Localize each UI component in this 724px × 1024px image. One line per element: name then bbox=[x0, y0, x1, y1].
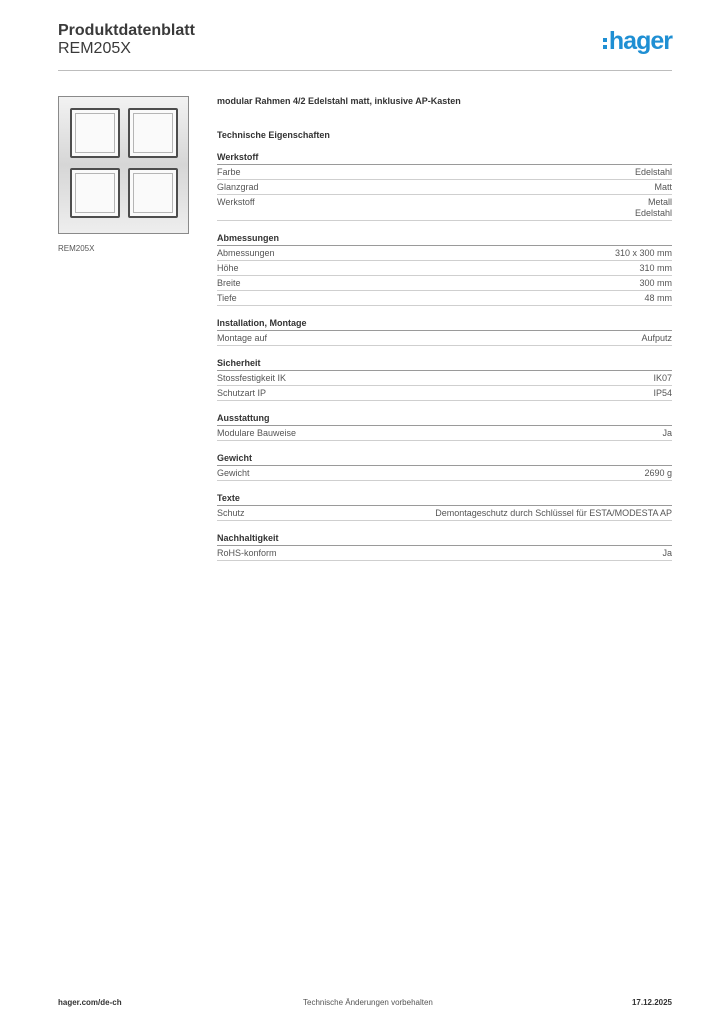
property-value-line: 48 mm bbox=[644, 293, 672, 303]
property-value bbox=[635, 167, 672, 178]
property-row bbox=[217, 165, 672, 180]
property-value bbox=[662, 428, 672, 439]
property-value bbox=[653, 373, 672, 384]
logo-text: hager bbox=[608, 27, 672, 55]
property-value-line: 300 mm bbox=[639, 278, 672, 288]
property-row bbox=[217, 371, 672, 386]
property-value bbox=[615, 248, 672, 259]
property-row bbox=[217, 246, 672, 261]
section-title: Ausstattung bbox=[217, 413, 672, 426]
property-section bbox=[217, 152, 672, 221]
property-row bbox=[217, 195, 672, 221]
section-title: Texte bbox=[217, 493, 672, 506]
property-label: Schutzart IP bbox=[217, 388, 267, 398]
property-value-line: Metall bbox=[647, 197, 672, 207]
footer-date: 17.12.2025 bbox=[631, 998, 672, 1007]
property-label: Höhe bbox=[217, 263, 239, 273]
footer-website: hager.com/de-ch bbox=[58, 998, 122, 1007]
property-section bbox=[217, 358, 672, 401]
property-label: Modulare Bauweise bbox=[217, 428, 297, 438]
section-title: Sicherheit bbox=[217, 358, 672, 371]
property-value bbox=[635, 197, 672, 219]
property-value-line: 310 mm bbox=[639, 263, 672, 273]
frame-cell bbox=[128, 168, 178, 218]
property-value-line: Edelstahl bbox=[634, 167, 672, 177]
property-row bbox=[217, 466, 672, 481]
property-sections bbox=[217, 152, 672, 561]
section-title: Gewicht bbox=[217, 453, 672, 466]
section-title: Installation, Montage bbox=[217, 318, 672, 331]
property-value bbox=[644, 468, 672, 479]
property-label: Werkstoff bbox=[217, 197, 255, 207]
property-value bbox=[641, 333, 672, 344]
property-label: Breite bbox=[217, 278, 241, 288]
page-header bbox=[58, 22, 672, 71]
property-row bbox=[217, 506, 672, 521]
property-value bbox=[654, 182, 672, 193]
property-row bbox=[217, 276, 672, 291]
section-title: Nachhaltigkeit bbox=[217, 533, 672, 546]
hager-logo bbox=[603, 28, 672, 54]
property-section bbox=[217, 233, 672, 306]
property-section bbox=[217, 493, 672, 521]
property-value-line: IP54 bbox=[653, 388, 672, 398]
product-image-caption: REM205X bbox=[58, 244, 95, 253]
property-section bbox=[217, 453, 672, 481]
property-value-line: IK07 bbox=[653, 373, 672, 383]
property-row bbox=[217, 386, 672, 401]
property-value-line: Aufputz bbox=[641, 333, 672, 343]
property-section bbox=[217, 318, 672, 346]
property-value-line: 310 x 300 mm bbox=[614, 248, 672, 258]
product-image bbox=[58, 96, 189, 234]
property-value bbox=[639, 263, 672, 274]
property-label: Glanzgrad bbox=[217, 182, 259, 192]
property-value bbox=[662, 548, 672, 559]
product-code: REM205X bbox=[58, 40, 131, 57]
property-value bbox=[435, 508, 672, 519]
property-label: Stossfestigkeit IK bbox=[217, 373, 287, 383]
property-value-line: Demontageschutz durch Schlüssel für ESTA/MODESTA AP bbox=[435, 508, 672, 518]
property-label: RoHS-konform bbox=[217, 548, 277, 558]
property-label: Tiefe bbox=[217, 293, 237, 303]
property-value-line: Edelstahl bbox=[634, 208, 672, 218]
property-label: Schutz bbox=[217, 508, 245, 518]
frame-cell bbox=[70, 168, 120, 218]
frame-cell bbox=[70, 108, 120, 158]
section-title: Abmessungen bbox=[217, 233, 672, 246]
property-value-line: Ja bbox=[662, 548, 672, 558]
property-value-line: Ja bbox=[662, 428, 672, 438]
section-title: Werkstoff bbox=[217, 152, 672, 165]
property-value bbox=[639, 278, 672, 289]
property-value-line: 2690 g bbox=[644, 468, 672, 478]
logo-dots-icon bbox=[603, 38, 607, 49]
product-description: modular Rahmen 4/2 Edelstahl matt, inklusive AP-Kasten bbox=[217, 96, 461, 106]
property-row bbox=[217, 291, 672, 306]
property-row bbox=[217, 546, 672, 561]
footer-notice: Technische Änderungen vorbehalten bbox=[303, 998, 433, 1007]
property-label: Abmessungen bbox=[217, 248, 275, 258]
property-value bbox=[644, 293, 672, 304]
property-row bbox=[217, 331, 672, 346]
property-label: Farbe bbox=[217, 167, 241, 177]
property-row bbox=[217, 180, 672, 195]
property-label: Gewicht bbox=[217, 468, 250, 478]
property-value-line: Matt bbox=[654, 182, 672, 192]
frame-cell bbox=[128, 108, 178, 158]
property-value bbox=[653, 388, 672, 399]
technical-properties-heading: Technische Eigenschaften bbox=[217, 130, 330, 140]
property-section bbox=[217, 413, 672, 441]
page-title: Produktdatenblatt bbox=[58, 22, 195, 39]
property-row bbox=[217, 261, 672, 276]
property-section bbox=[217, 533, 672, 561]
product-details bbox=[217, 96, 672, 573]
property-label: Montage auf bbox=[217, 333, 268, 343]
property-row bbox=[217, 426, 672, 441]
